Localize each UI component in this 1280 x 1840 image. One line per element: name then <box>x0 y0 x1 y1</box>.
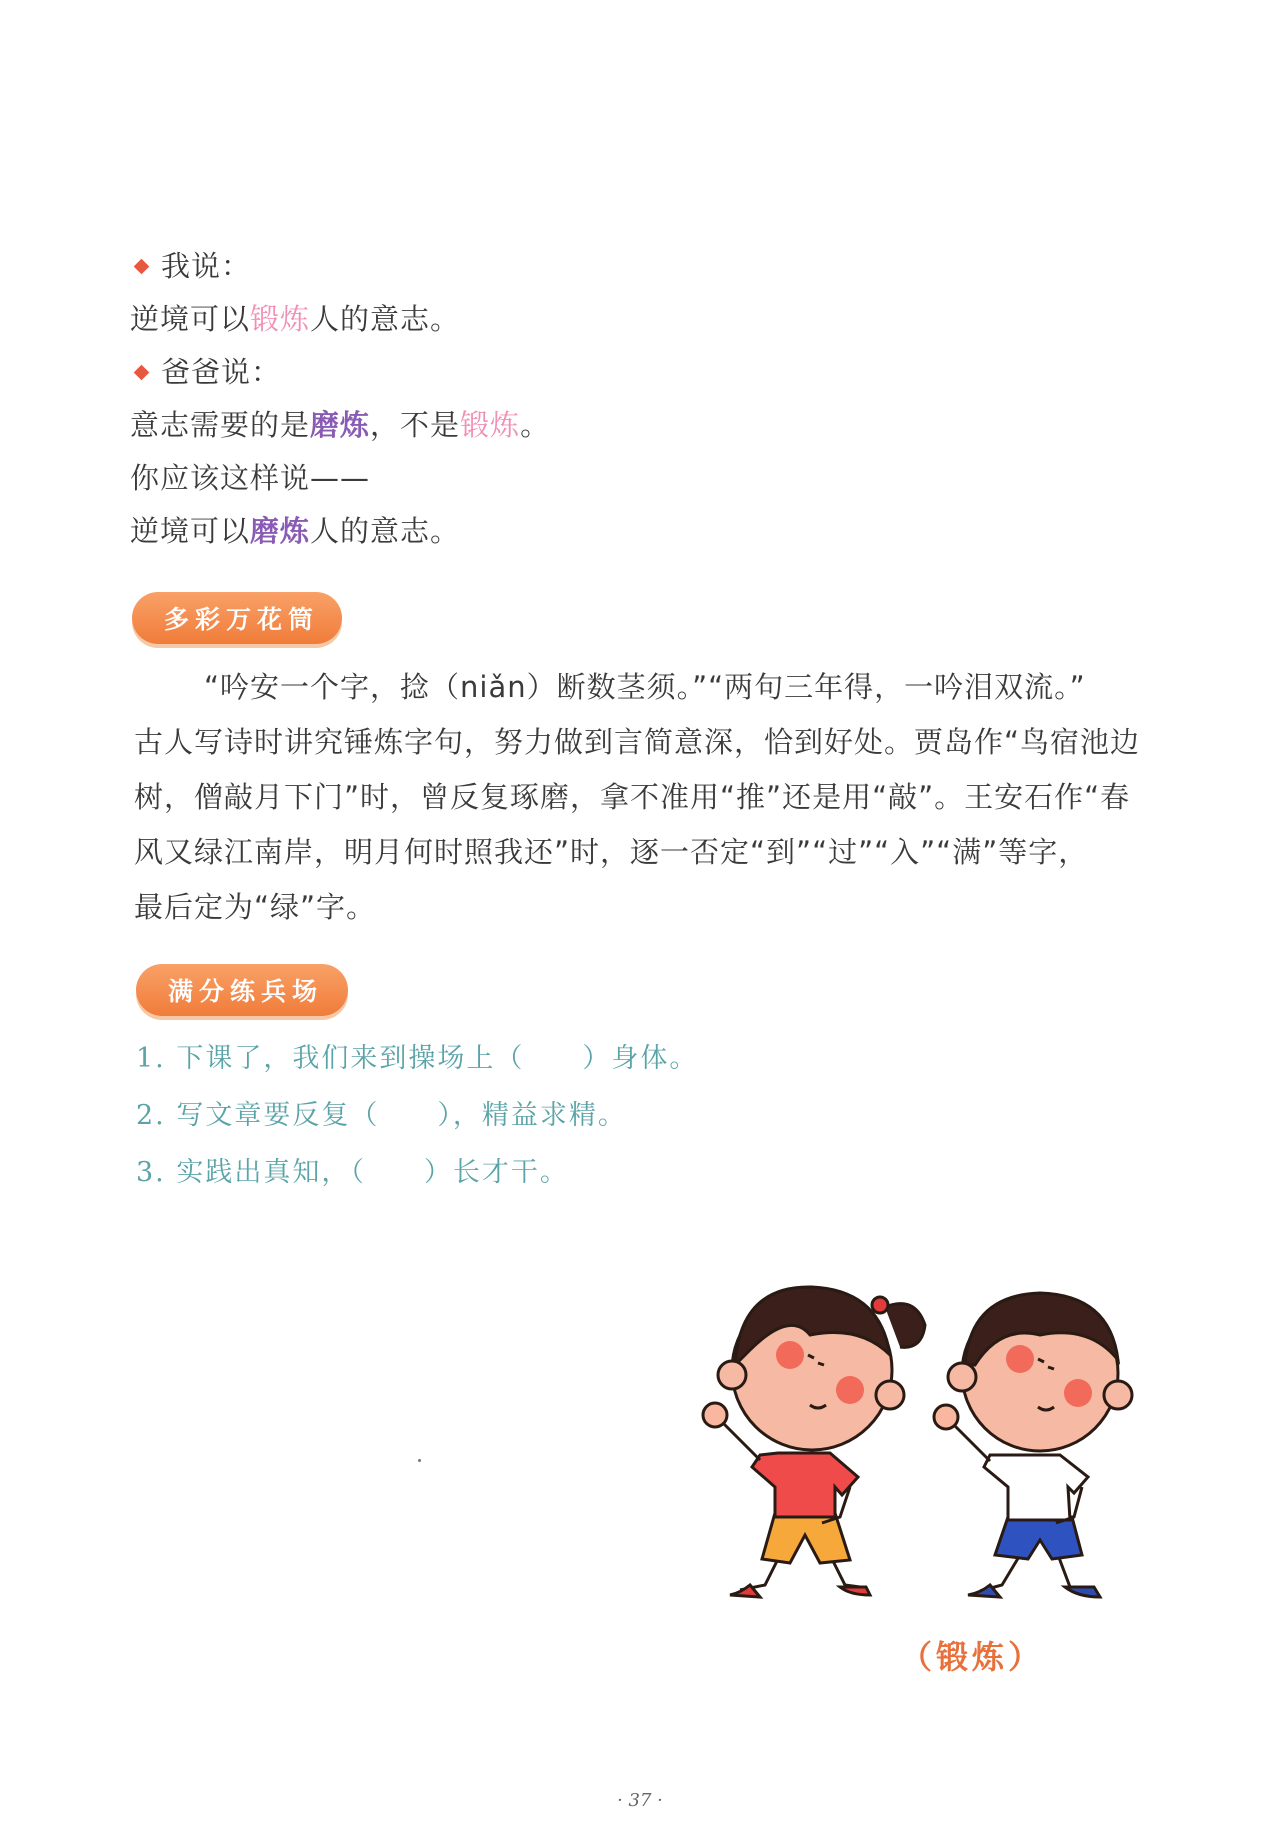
paragraph-line: 古人写诗时讲究锤炼字句，努力做到言简意深，恰到好处。贾岛作“鸟宿池边 <box>134 725 1141 759</box>
boy-figure <box>934 1293 1132 1597</box>
section-banner-practice: 满分练兵场 <box>136 964 348 1016</box>
dialogue-block <box>130 240 1170 558</box>
paragraph-line: 树，僧敲月下门”时，曾反复琢磨，拿不准用“推”还是用“敲”。王安石作“春 <box>134 780 1131 814</box>
answer-text: （锻炼） <box>900 1638 1045 1676</box>
highlighted-word: 磨炼 <box>250 514 311 548</box>
paragraph-line: 最后定为“绿”字。 <box>134 890 377 924</box>
paragraph-line: “吟安一个字，捻（niǎn）断数茎须。”“两句三年得，一吟泪双流。” <box>204 670 1086 704</box>
text-segment: 逆境可以 <box>130 302 251 336</box>
speaker-me <box>130 240 1170 293</box>
kids-illustration-icon <box>690 1255 1210 1600</box>
highlighted-word: 磨炼 <box>310 408 371 442</box>
highlighted-word: 锻炼 <box>460 408 521 442</box>
speaker-label: 爸爸说： <box>161 355 282 389</box>
text-segment: 。 <box>520 408 551 442</box>
children-exercising-illustration <box>690 1255 1210 1600</box>
highlighted-word: 锻炼 <box>250 302 311 336</box>
speaker-label: 我说： <box>161 249 252 283</box>
page-number: · 37 · <box>617 1790 663 1811</box>
question-1: 1. 下课了，我们来到操场上（ ）身体。 <box>136 1043 699 1074</box>
text-segment: 意志需要的是 <box>130 408 311 442</box>
text-segment: ，不是 <box>370 408 461 442</box>
dad-sentence-1 <box>130 399 1170 452</box>
diamond-bullet-icon <box>134 365 150 381</box>
question-3: 3. 实践出真知，（ ）长才干。 <box>136 1157 569 1188</box>
text-segment: 人的意志。 <box>310 514 461 548</box>
paragraph-line: 风又绿江南岸，明月何时照我还”时，逐一否定“到”“过”“入”“满”等字， <box>134 835 1089 869</box>
text-segment: 人的意志。 <box>310 302 461 336</box>
story-paragraph <box>134 660 1184 935</box>
practice-questions <box>136 1030 936 1201</box>
speaker-dad <box>130 346 1170 399</box>
text-segment: 逆境可以 <box>130 514 251 548</box>
dad-sentence-3 <box>130 505 1170 558</box>
section-banner-kaleidoscope: 多彩万花筒 <box>132 592 342 644</box>
diamond-bullet-icon <box>134 259 150 275</box>
my-sentence <box>130 293 1170 346</box>
stray-dot <box>418 1459 421 1462</box>
girl-figure <box>703 1287 925 1597</box>
question-2: 2. 写文章要反复（ ），精益求精。 <box>136 1100 627 1131</box>
dad-sentence-2: 你应该这样说—— <box>130 461 371 495</box>
